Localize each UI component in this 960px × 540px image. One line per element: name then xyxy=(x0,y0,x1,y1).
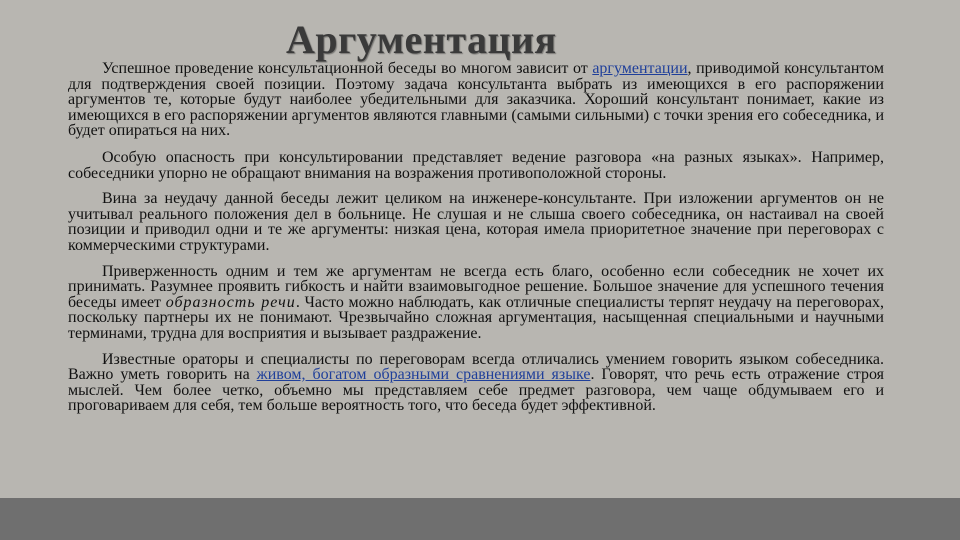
slide-body xyxy=(68,61,884,424)
paragraph-1-text-after: , приводимой консультантом для подтверждения своей позиции. Поэтому задача консультанта выбрать из имеющихся в его распоряжении аргументов те, которые будут наиболее убедительными для заказчика. Хороший консультант понимает, какие из имеющихся в его распоряжении аргументов являются главными (самыми сильными) с точки зрения его собеседника, и будет опираться на них. xyxy=(68,60,884,140)
vivid-language-link[interactable]: живом, богатом образными сравнениями языке xyxy=(256,366,591,384)
footer-bar xyxy=(0,498,960,540)
paragraph-1-text-before: Успешное проведение консультационной беседы во многом зависит от xyxy=(102,60,593,77)
paragraph-different-languages: Особую опасность при консультировании представляет ведение разговора «на разных языках». Например, собеседники упорно не обращают внимания на возражения противоположной стороны. xyxy=(68,148,884,182)
paragraph-5-text-after: . Говорят, что речь есть отражение строя мыслей. Чем более четко, объемно мы представляем себе предмет разговора, чем чаще обдумываем его и проговариваем для себя, тем больше вероятность того, что беседа будет эффективной. xyxy=(68,366,885,415)
paragraph-speaking-partner-language xyxy=(68,352,884,414)
paragraph-consultant-failure: Вина за неудачу данной беседы лежит целиком на инженере-консультанте. При изложении аргументов он не учитывал реального положения дел в больнице. Не слушая и не слыша своего собеседника, он настаивал на своей позиции и приводил одни и те же аргументы: низкая цена, которая имела приоритетное значение при переговорах с коммерческими структурами. xyxy=(68,190,884,254)
paragraph-argumentation-intro xyxy=(68,61,884,139)
figurative-speech-emphasis: образность речи xyxy=(165,293,296,311)
paragraph-4-text-after: . Часто можно наблюдать, как отличные специалисты терпят неудачу на переговорах, поскольку партнеры их не понимают. Чрезвычайно сложная аргументация, насыщенная специальными и научными терминами, трудна для восприятия и вызывает раздражение. xyxy=(68,293,885,342)
paragraph-flexibility xyxy=(68,264,884,342)
argumentation-link[interactable]: аргументации xyxy=(592,60,688,77)
slide-title: Аргументация xyxy=(286,17,557,62)
paragraph-5-text-before: Известные ораторы и специалисты по переговорам всегда отличались умением говорить языком собеседника. Важно уметь говорить на xyxy=(68,350,884,384)
paragraph-4-text-before: Приверженность одним и тем же аргументам не всегда есть благо, особенно если собеседник не хочет их принимать. Разумнее проявить гибкость и найти взаимовыгодное решение. Большое значение для успешного течения беседы имеет xyxy=(68,262,884,311)
